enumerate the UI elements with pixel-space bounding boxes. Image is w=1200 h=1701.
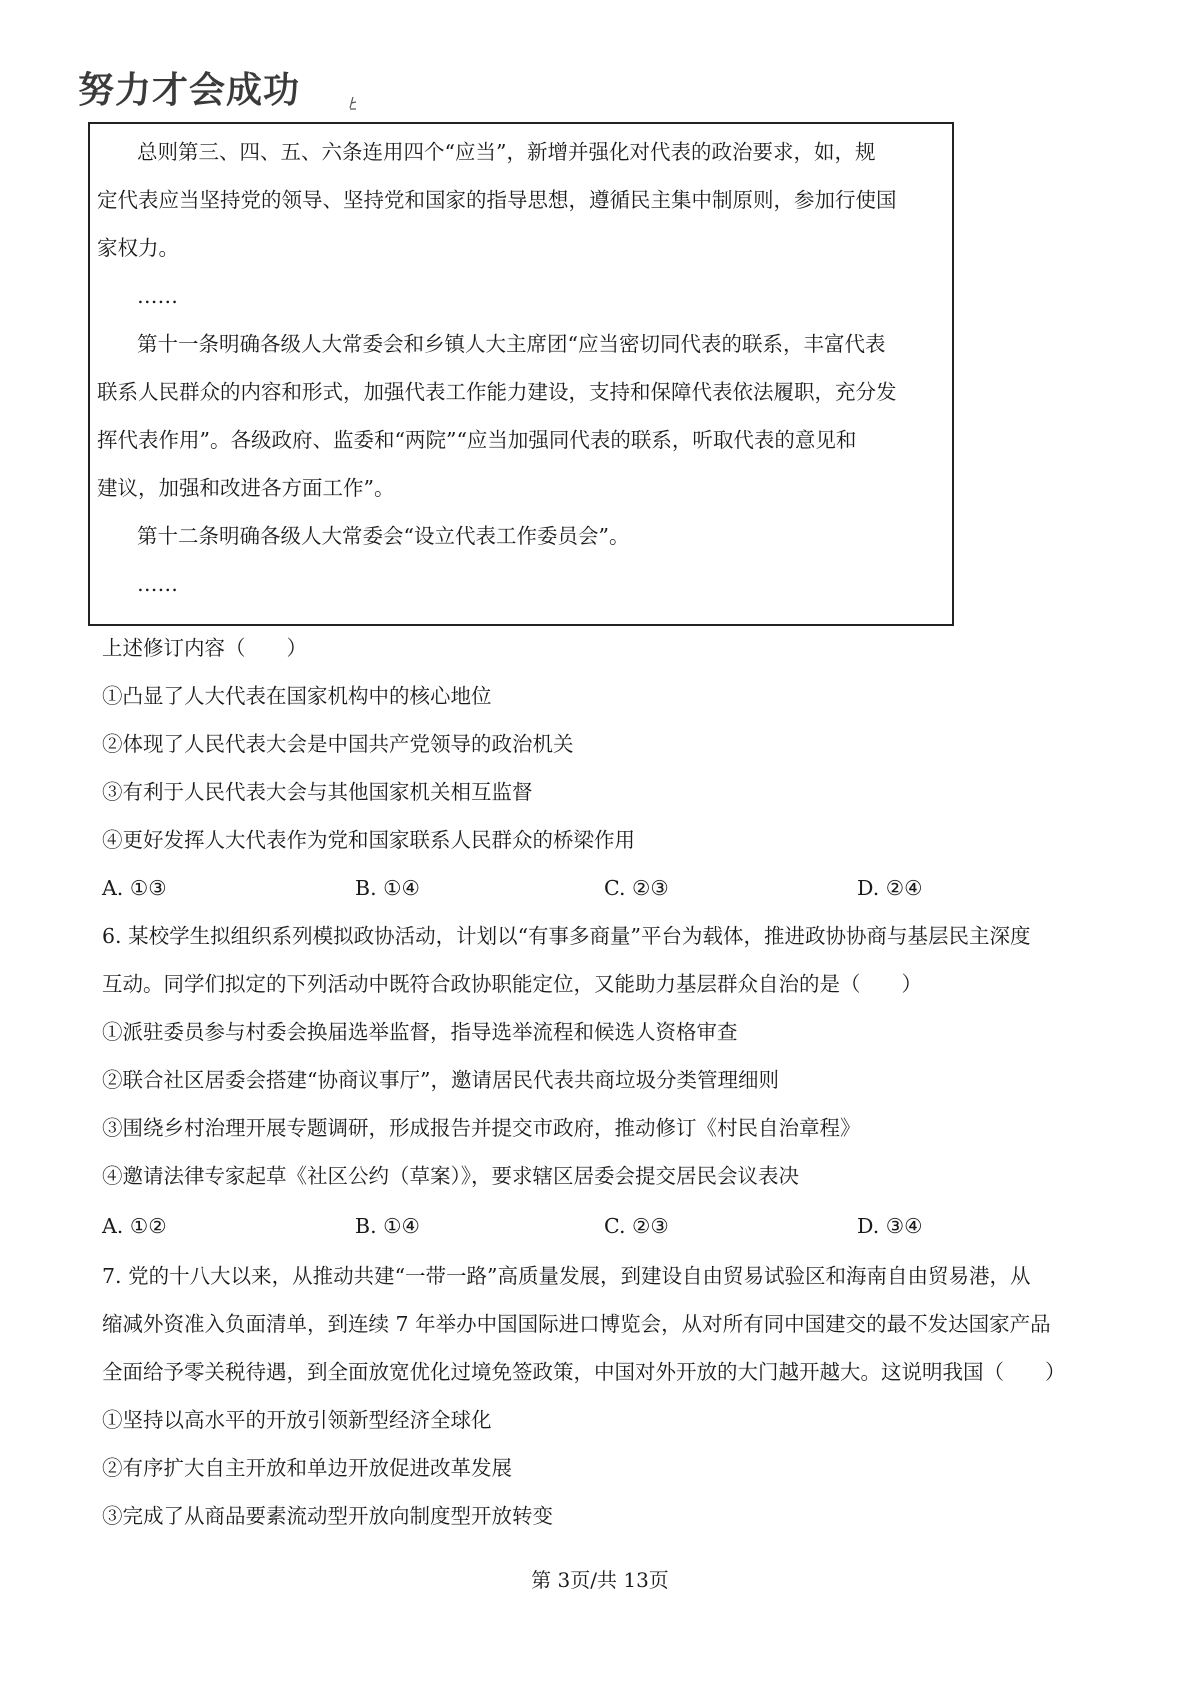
q5-choice-c: C. ②③ <box>604 876 669 900</box>
q6-choice-a: A. ①② <box>102 1214 167 1238</box>
q7-stem: 全面给予零关税待遇，到全面放宽优化过境免签政策，中国对外开放的大门越开越大。这说明我国（ ） <box>102 1360 1066 1384</box>
q7-item: ③完成了从商品要素流动型开放向制度型开放转变 <box>102 1504 553 1528</box>
q6-item: ④邀请法律专家起草《社区公约（草案）》，要求辖区居委会提交居民会议表决 <box>102 1164 799 1188</box>
q7-item: ②有序扩大自主开放和单边开放促进改革发展 <box>102 1456 512 1480</box>
page-footer: 第 3页/共 13页 <box>531 1568 669 1592</box>
q6-choice-d: D. ③④ <box>857 1214 923 1238</box>
box-line: 联系人民群众的内容和形式，加强代表工作能力建设，支持和保障代表依法履职，充分发 <box>97 380 897 404</box>
box-line: 定代表应当坚持党的领导、坚持党和国家的指导思想，遵循民主集中制原则，参加行使国 <box>97 188 897 212</box>
box-ellipsis: …… <box>137 284 178 308</box>
q5-choice-d: D. ②④ <box>857 876 923 900</box>
q5-choice-b: B. ①④ <box>355 876 420 900</box>
box-line: 家权力。 <box>97 236 179 260</box>
box-line: 第十一条明确各级人大常委会和乡镇人大主席团“应当密切同代表的联系，丰富代表 <box>137 332 886 356</box>
q6-item: ②联合社区居委会搭建“协商议事厅”，邀请居民代表共商垃圾分类管理细则 <box>102 1068 779 1092</box>
q6-stem: 6. 某校学生拟组织系列模拟政协活动，计划以“有事多商量”平台为载体，推进政协协商与基层民主深度 <box>102 924 1031 948</box>
q6-item: ①派驻委员参与村委会换届选举监督，指导选举流程和候选人资格审查 <box>102 1020 738 1044</box>
q5-item: ④更好发挥人大代表作为党和国家联系人民群众的桥梁作用 <box>102 828 635 852</box>
q6-choice-c: C. ②③ <box>604 1214 669 1238</box>
box-line: 总则第三、四、五、六条连用四个“应当”，新增并强化对代表的政治要求，如，规 <box>137 140 876 164</box>
q7-stem: 7. 党的十八大以来，从推动共建“一带一路”高质量发展，到建设自由贸易试验区和海南自由贸易港，从 <box>102 1264 1031 1288</box>
box-line: 挥代表作用”。各级政府、监委和“两院”“应当加强同代表的联系，听取代表的意见和 <box>97 428 857 452</box>
q7-item: ①坚持以高水平的开放引领新型经济全球化 <box>102 1408 492 1432</box>
q5-stem: 上述修订内容（ ） <box>102 636 307 660</box>
q6-choice-b: B. ①④ <box>355 1214 420 1238</box>
box-ellipsis: …… <box>137 572 178 596</box>
q5-item: ②体现了人民代表大会是中国共产党领导的政治机关 <box>102 732 574 756</box>
box-line: 第十二条明确各级人大常委会“设立代表工作委员会”。 <box>137 524 630 548</box>
q5-item: ①凸显了人大代表在国家机构中的核心地位 <box>102 684 492 708</box>
quoted-material-box <box>88 122 954 626</box>
q5-choice-a: A. ①③ <box>102 876 167 900</box>
q6-stem: 互动。同学们拟定的下列活动中既符合政协职能定位，又能助力基层群众自治的是（ ） <box>102 972 922 996</box>
q5-item: ③有利于人民代表大会与其他国家机关相互监督 <box>102 780 533 804</box>
q7-stem: 缩减外资准入负面清单，到连续 7 年举办中国国际进口博览会，从对所有同中国建交的最不发达国家产品 <box>102 1312 1051 1336</box>
watermark-title: 努力才会成功 <box>78 70 301 111</box>
stray-mark <box>348 94 358 110</box>
q6-item: ③围绕乡村治理开展专题调研，形成报告并提交市政府，推动修订《村民自治章程》 <box>102 1116 861 1140</box>
box-line: 建议，加强和改进各方面工作”。 <box>97 476 395 500</box>
